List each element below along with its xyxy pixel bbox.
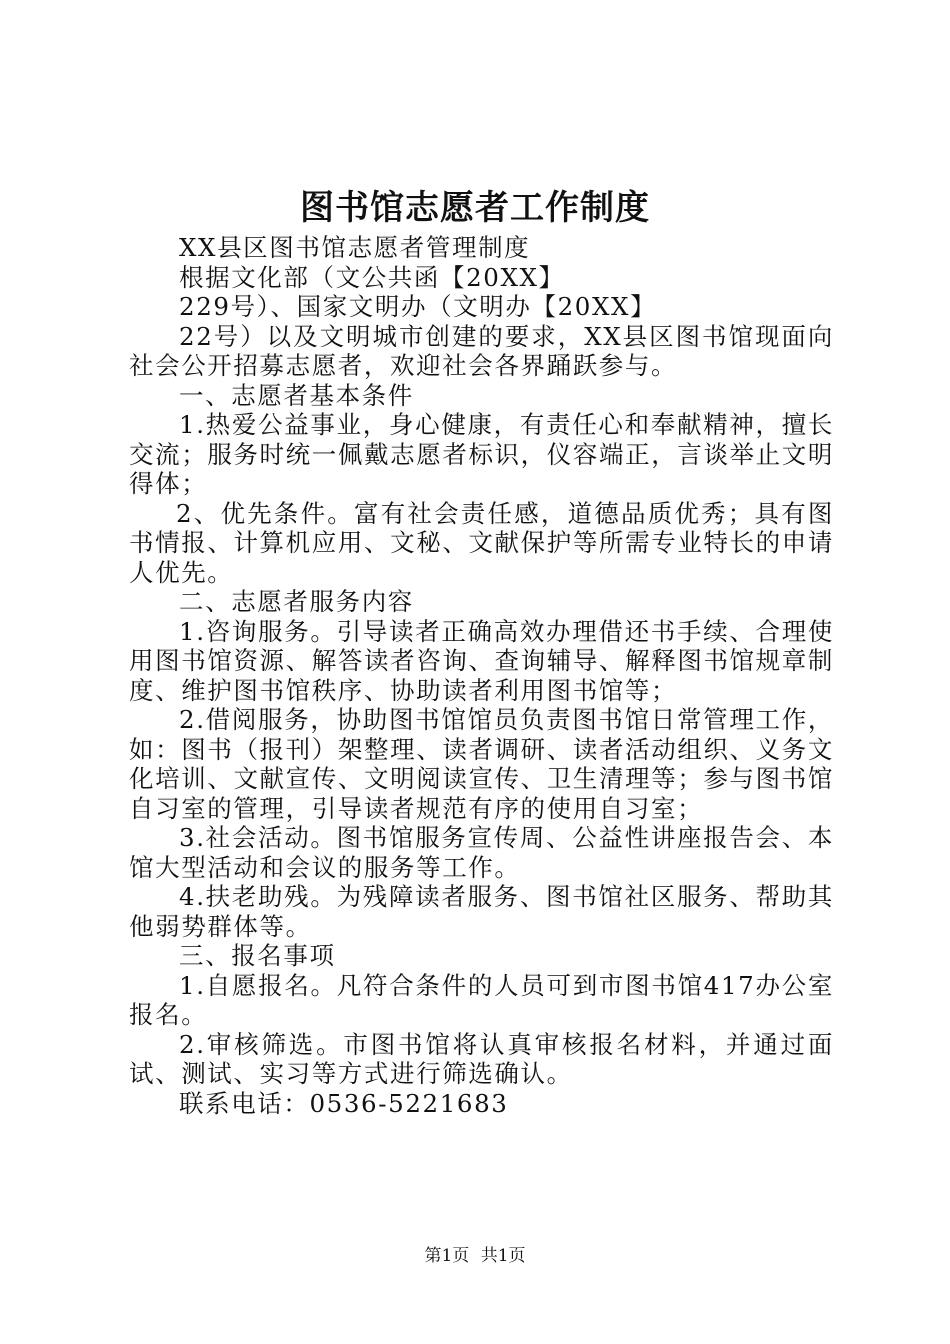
section-heading: 一、志愿者基本条件 bbox=[179, 380, 414, 410]
paragraph: 2.借阅服务，协助图书馆馆员负责图书馆日常管理工作，如：图书（报刊）架整理、读者调研、读者活动组织、义务文化培训、文献宣传、文明阅读宣传、卫生清理等；参与图书馆自习室的管理，引导读者规范有序的使用自习室； bbox=[129, 705, 834, 823]
paragraph: 1.咨询服务。引导读者正确高效办理借还书手续、合理使用图书馆资源、解答读者咨询、查询辅导、解释图书馆规章制度、维护图书馆秩序、协助读者利用图书馆等； bbox=[129, 616, 834, 705]
page-total: 共1页 bbox=[480, 1246, 526, 1266]
contact-line: 联系电话：0536-5221683 bbox=[179, 1088, 509, 1118]
paragraph: 3.社会活动。图书馆服务宣传周、公益性讲座报告会、本馆大型活动和会议的服务等工作。 bbox=[129, 823, 834, 882]
page-number: 第1页 bbox=[424, 1246, 470, 1266]
paragraph: 22号）以及文明城市创建的要求，XX县区图书馆现面向社会公开招募志愿者，欢迎社会各界踊跃参与。 bbox=[129, 321, 834, 380]
paragraph: 2、优先条件。富有社会责任感，道德品质优秀；具有图书情报、计算机应用、文秘、文献保护等所需专业特长的申请人优先。 bbox=[129, 498, 834, 587]
paragraph: XX县区图书馆志愿者管理制度 bbox=[179, 233, 531, 262]
paragraph: 229号）、国家文明办（文明办【20XX】 bbox=[179, 292, 657, 321]
paragraph: 1.自愿报名。凡符合条件的人员可到市图书馆417办公室报名。 bbox=[129, 970, 834, 1029]
document-body bbox=[129, 233, 834, 1118]
document-title: 图书馆志愿者工作制度 bbox=[300, 188, 650, 228]
paragraph: 根据文化部（文公共函【20XX】 bbox=[179, 262, 565, 292]
paragraph: 2.审核筛选。市图书馆将认真审核报名材料，并通过面试、测试、实习等方式进行筛选确认。 bbox=[129, 1029, 834, 1088]
paragraph: 4.扶老助残。为残障读者服务、图书馆社区服务、帮助其他弱势群体等。 bbox=[129, 882, 834, 941]
section-heading: 三、报名事项 bbox=[179, 941, 336, 970]
page-footer bbox=[0, 1244, 950, 1268]
paragraph: 1.热爱公益事业，身心健康，有责任心和奉献精神，擅长交流；服务时统一佩戴志愿者标识，仪容端正，言谈举止文明得体； bbox=[129, 410, 834, 498]
section-heading: 二、志愿者服务内容 bbox=[179, 587, 414, 616]
